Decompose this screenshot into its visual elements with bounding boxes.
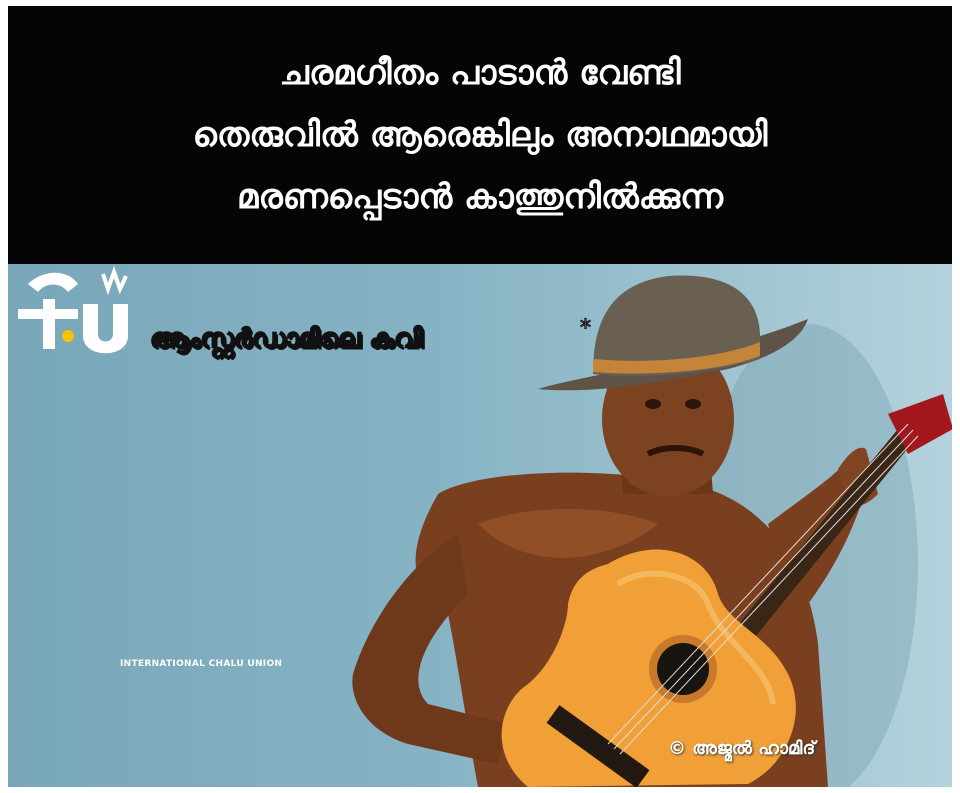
photo-area bbox=[8, 264, 952, 787]
author-credit bbox=[668, 738, 815, 759]
icu-logo-icon bbox=[8, 264, 138, 359]
meme-image bbox=[8, 6, 952, 787]
headline-line-3: മരണപ്പെടാൻ കാത്തുനിൽക്കുന്ന bbox=[237, 177, 723, 217]
headline-line-2: തെരുവിൽ ആരെങ്കിലും അനാഥമായി bbox=[192, 115, 768, 155]
author-name: അജ്മൽ ഹാമിദ് bbox=[692, 738, 816, 759]
headline-line-1: ചരമഗീതം പാടാൻ വേണ്ടി bbox=[279, 53, 681, 93]
copyright-icon: © bbox=[668, 738, 686, 759]
headline-banner bbox=[8, 6, 952, 264]
caption-label: ആംസ്റ്റർഡാമിലെ കവി bbox=[150, 324, 423, 354]
logo-label: INTERNATIONAL CHALU UNION bbox=[120, 659, 283, 669]
asterisk-mark: * bbox=[580, 316, 591, 341]
